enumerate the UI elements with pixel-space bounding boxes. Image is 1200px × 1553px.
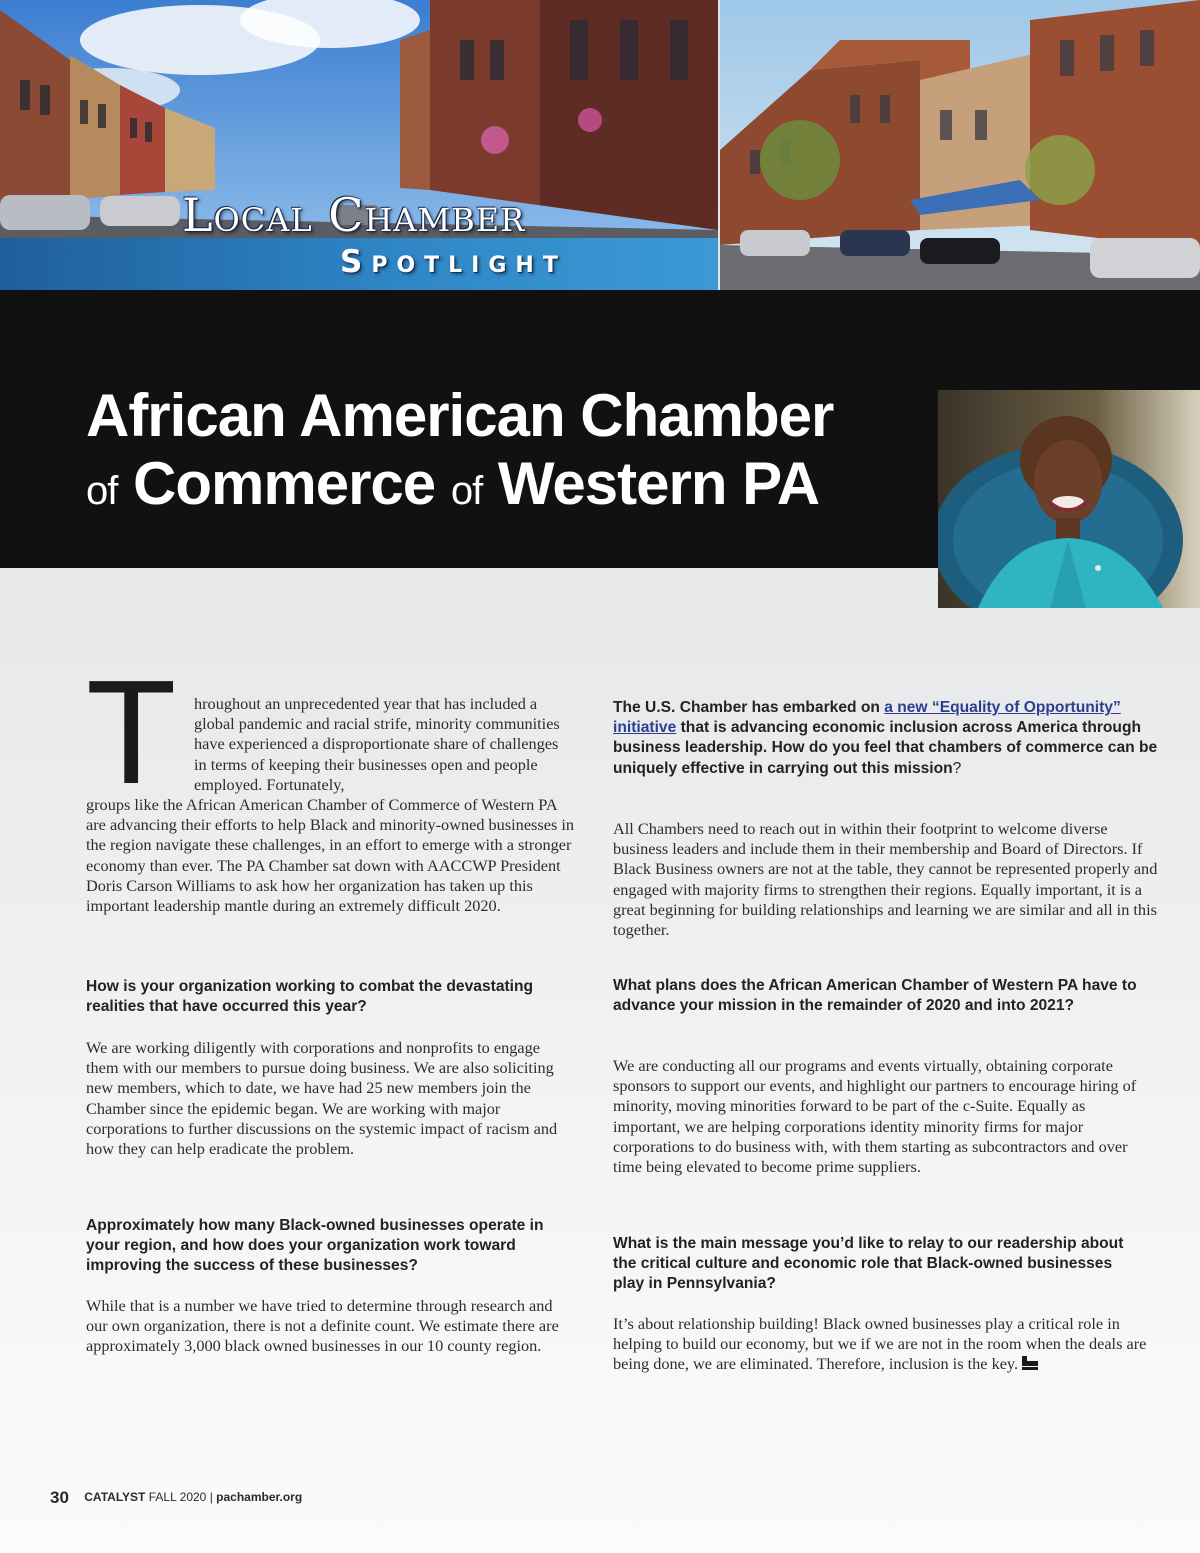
section-subtitle: Spotlight: [340, 244, 567, 280]
answer-black-owned-count: While that is a number we have tried to determine through research and our own organization, there is not a definite count. We estimate there are approximately 3,000 black owned businesses in our 10 county region.: [86, 1296, 559, 1356]
website-link[interactable]: pachamber.org: [216, 1490, 303, 1504]
headline-of-1: of: [86, 469, 118, 513]
drop-cap: T: [86, 650, 177, 815]
page-footer: [50, 1488, 302, 1508]
answer-us-chamber-initiative: All Chambers need to reach out in within their footprint to welcome diverse business leaders and include them in their membership and Board of Directors. If Black Business owners are not at the table, they cannot be represented properly and engaged with majority firms to strengthen their regions. Equally important, it is a great beginning for building relationships and learning we are similar and all in this together.: [613, 819, 1158, 940]
article-headline: [86, 382, 926, 525]
answer-plans-2021: We are conducting all our programs and events virtually, obtaining corporate sponsors to support our events, and highlight our partners to encourage hiring of minority, moving minorities forward to be part of the c-Suite. Equally as important, we are helping corporations identity minority firms for major corporations to do business with, with them starting as subcontractors and over time being elevated to become prime suppliers.: [613, 1056, 1137, 1177]
question-text-before-link: The U.S. Chamber has embarked on: [613, 699, 885, 716]
question-mark: ?: [952, 759, 962, 777]
question-main-message: What is the main message you’d like to relay to our readership about the critical culture and economic role that Black-owned businesses play in Pennsylvania?: [613, 1235, 1124, 1293]
headline-line-2: [86, 450, 926, 525]
president-portrait: [938, 390, 1200, 608]
headline-of-2: of: [450, 469, 483, 513]
issue-label: FALL 2020: [148, 1490, 207, 1504]
intro-paragraph-continued: groups like the African American Chamber of Commerce of Western PA are advancing their efforts to help Black and minority-owned businesses in the region navigate these challenges, in an effort to emerge with a stronger economy than ever. The PA Chamber sat down with AACCWP President Doris Carson Williams to ask how her organization has taken up this important leadership mantle during an extremely difficult 2020.: [86, 795, 575, 916]
equality-of-opportunity-link[interactable]: a new “Equality of Opportunity” initiative: [613, 699, 1121, 737]
question-text-after-link: that is advancing economic inclusion across America through business leadership. How do you feel that chambers of commerce can be uniquely effective in carrying out this mission: [613, 719, 1158, 777]
question-us-chamber-initiative: [613, 698, 1165, 779]
question-black-owned-count: Approximately how many Black-owned businesses operate in your region, and how does your organization work toward improving the success of these businesses?: [86, 1217, 544, 1275]
end-of-article-icon: [1022, 1356, 1038, 1370]
magazine-name: CATALYST: [84, 1490, 146, 1504]
page-number: 30: [50, 1488, 69, 1507]
answer-main-message: [613, 1314, 1158, 1375]
footer-separator: |: [209, 1490, 213, 1504]
question-combat-realities: How is your organization working to combat the devastating realities that have occurred this year?: [86, 978, 534, 1016]
main-street-photo-right: [720, 0, 1200, 290]
section-title: Local Chamber: [182, 188, 526, 242]
answer-combat-realities: We are working diligently with corporations and nonprofits to engage them with our members to pursue doing business. We are also soliciting new members, which to date, we have had 25 new members join the Chamber since the epidemic began. We are working with major corporations to further discussions on the systemic impact of racism and how they can help eradicate the problem.: [86, 1038, 558, 1159]
headline-line-1: African American Chamber: [86, 382, 834, 449]
answer-main-message-text: It’s about relationship building! Black owned businesses play a critical role in helping to build our economy, but we if we are not in the room when the deals are being done, we are eliminated. Therefore, inclusion is the key.: [613, 1314, 1147, 1374]
headline-commerce: Commerce: [133, 450, 436, 517]
headline-western: Western PA: [497, 450, 820, 517]
header-banner: [0, 0, 1200, 290]
question-plans-2021: What plans does the African American Chamber of Western PA have to advance your mission in the remainder of 2020 and into 2021?: [613, 977, 1137, 1015]
intro-paragraph-indented: hroughout an unprecedented year that has included a global pandemic and racial strife, minority communities have experienced a disproportionate share of challenges in terms of keeping their businesses open and people employed. Fortunately,: [194, 694, 560, 794]
